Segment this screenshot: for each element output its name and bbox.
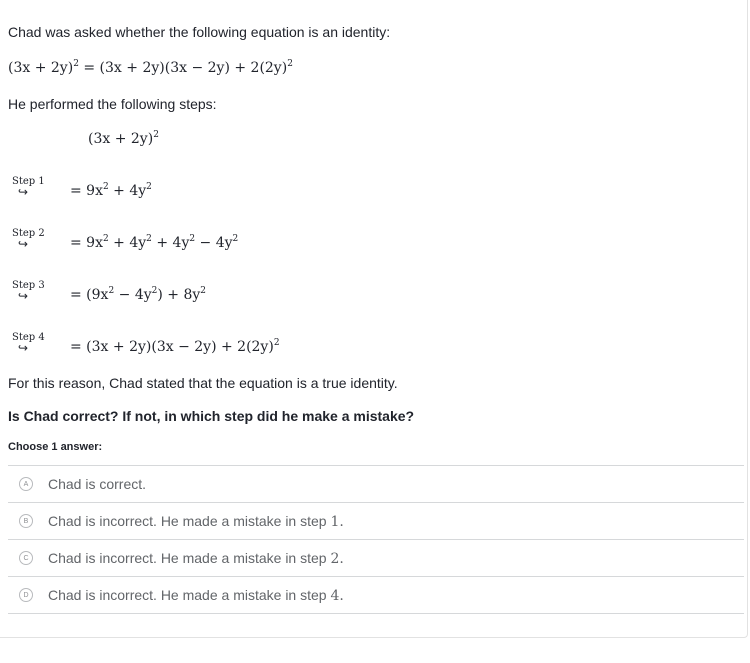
choice-b[interactable]	[8, 502, 744, 539]
step-1-exponent: 2	[146, 182, 152, 192]
choice-b-step-number: 1.	[330, 514, 344, 530]
step-4-expression	[70, 339, 280, 355]
choice-c[interactable]	[8, 539, 744, 576]
choice-d-step-number: 4.	[330, 588, 344, 604]
answer-choices	[8, 465, 744, 614]
step-3-arrow-icon: ↪	[18, 289, 29, 303]
step-1-arrow-icon: ↪	[18, 185, 29, 199]
step-2-label-text: Step 2	[12, 228, 45, 239]
step-2-term: = 9x	[70, 235, 103, 251]
step-1-expression	[70, 183, 152, 199]
step-1-term: = 9x	[70, 183, 103, 199]
step-4-exponent: 2	[273, 338, 280, 348]
choice-a-text	[48, 476, 146, 493]
choice-c-text	[48, 550, 344, 567]
intro-text: Chad was asked whether the following equation is an identity:	[8, 24, 391, 40]
equation-lhs: (3x + 2y)	[8, 60, 74, 76]
choice-b-label: Chad is incorrect. He made a mistake in step	[48, 513, 331, 529]
step-1-label-text: Step 1	[12, 176, 45, 187]
equation-rhs: = (3x + 2y)(3x − 2y) + 2(2y)	[78, 60, 288, 76]
performed-text: He performed the following steps:	[8, 96, 217, 112]
step-1-exponent: 2	[102, 182, 109, 192]
step-1-term: + 4y	[108, 183, 147, 199]
choice-a[interactable]	[8, 465, 744, 502]
step-2-term: + 4y	[108, 235, 147, 251]
step-4-term: = (3x + 2y)(3x − 2y) + 2(2y)	[70, 339, 274, 355]
step-2-exponent: 2	[232, 234, 239, 244]
step-2-term: − 4y	[195, 235, 233, 251]
start-expression-exponent: 2	[153, 130, 159, 140]
start-expression-base: (3x + 2y)	[88, 131, 154, 147]
step-4-arrow-icon: ↪	[18, 341, 29, 355]
choice-d-label: Chad is incorrect. He made a mistake in step	[48, 587, 331, 603]
choice-c-radio[interactable]: C	[19, 551, 33, 565]
reason-text: For this reason, Chad stated that the equation is a true identity.	[8, 375, 398, 391]
step-3-expression	[70, 287, 206, 303]
step-2-expression	[70, 235, 238, 251]
step-3-exponent: 2	[200, 286, 207, 296]
step-3-term: − 4y	[114, 287, 152, 303]
step-2-exponent: 2	[146, 234, 152, 244]
choice-a-radio[interactable]: A	[19, 477, 33, 491]
step-3-label	[12, 280, 46, 301]
choice-c-label: Chad is incorrect. He made a mistake in step	[48, 550, 331, 566]
equation-rhs-exponent: 2	[287, 59, 293, 69]
choice-b-text	[48, 513, 344, 530]
step-4-label-text: Step 4	[12, 332, 45, 343]
step-3-exponent: 2	[151, 286, 158, 296]
choice-b-radio[interactable]: B	[19, 514, 33, 528]
equation-lhs-exponent: 2	[73, 59, 79, 69]
step-2-arrow-icon: ↪	[18, 237, 29, 251]
step-3-term: ) + 8y	[157, 287, 201, 303]
step-2-term: + 4y	[151, 235, 190, 251]
step-3-label-text: Step 3	[12, 280, 45, 291]
step-3-exponent: 2	[108, 286, 115, 296]
choice-d[interactable]	[8, 576, 744, 614]
choice-a-label: Chad is correct.	[48, 476, 147, 492]
step-4-label	[12, 332, 46, 353]
start-expression	[88, 131, 159, 147]
identity-equation	[8, 60, 293, 76]
step-3-term: = (9x	[70, 287, 109, 303]
choice-d-radio[interactable]: D	[19, 588, 33, 602]
choice-d-text	[48, 587, 344, 604]
step-2-exponent: 2	[189, 234, 196, 244]
step-2-label	[12, 228, 46, 249]
choose-instruction: Choose 1 answer:	[8, 441, 103, 453]
step-1-label	[12, 176, 46, 197]
choice-c-step-number: 2.	[330, 551, 344, 567]
step-2-exponent: 2	[102, 234, 109, 244]
question-prompt: Is Chad correct? If not, in which step did he make a mistake?	[8, 408, 415, 424]
